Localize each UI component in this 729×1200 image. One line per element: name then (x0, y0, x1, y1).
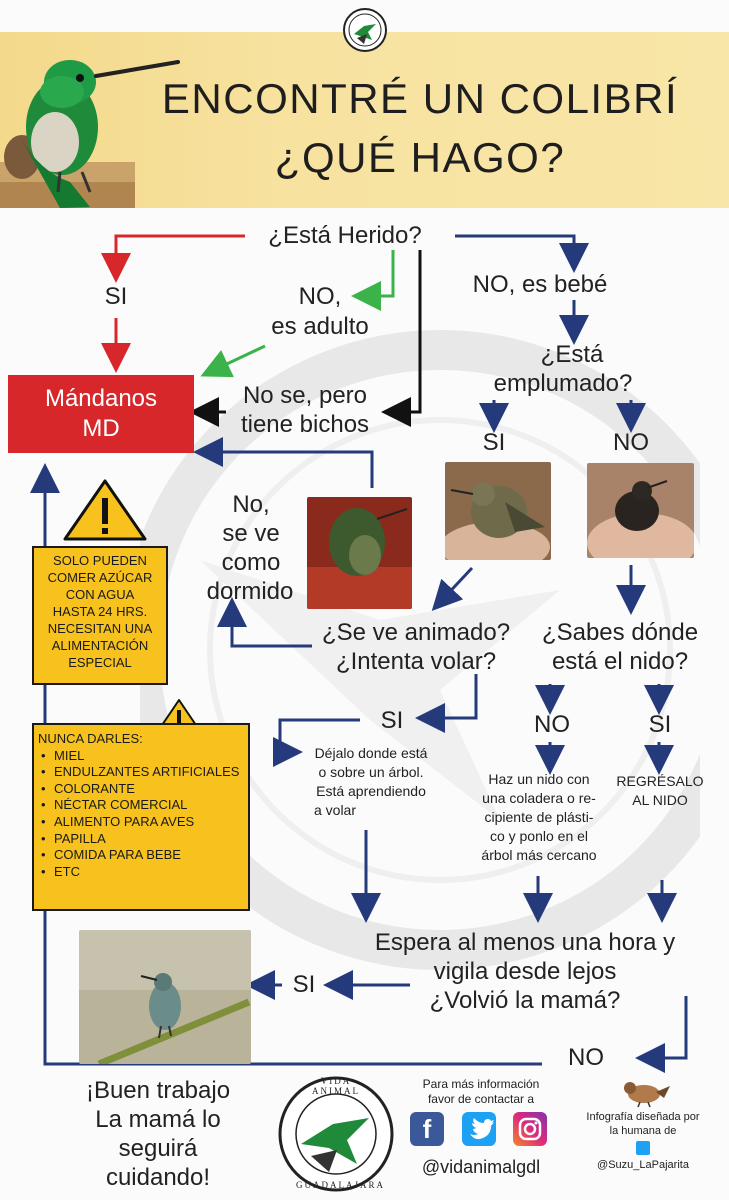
footer-logo-bottom-text: GUADALAJARA (296, 1180, 385, 1190)
warning-box-never-feed (32, 723, 250, 911)
warning1-line: COMER AZÚCAR (47, 570, 153, 585)
question-feathered-2: emplumado? (493, 370, 633, 397)
credit-line-2: la humana de (609, 1125, 677, 1137)
footer-info-1: Para más información (422, 1077, 540, 1091)
list-item: • COLORANTE (38, 781, 248, 798)
label-sleeping-4: dormido (206, 578, 294, 605)
text-make-nest-1: Haz un nido con (488, 771, 590, 787)
label-no-adult-1: NO, (298, 283, 342, 310)
twitter-icon[interactable] (636, 1141, 650, 1155)
send-md-line-2: MD (82, 415, 120, 442)
instagram-icon[interactable] (513, 1112, 547, 1146)
question-nest-1: ¿Sabes dónde (541, 619, 699, 646)
list-item: • ENDULZANTES ARTIFICIALES (38, 764, 248, 781)
warning1-line: ESPECIAL (68, 655, 132, 670)
warning1-line: NECESITAN UNA (47, 621, 153, 636)
text-make-nest-5: árbol más cercano (481, 847, 597, 863)
send-md-line-1: Mándanos (44, 385, 158, 412)
credit-line-1: Infografía diseñada por (586, 1111, 700, 1123)
text-make-nest-2: una coladera o re- (482, 790, 596, 806)
label-sleeping-1: No, (232, 491, 270, 518)
list-item: • MIEL (38, 748, 248, 765)
label-no-adult-2: es adulto (271, 313, 369, 340)
label-mom-no: NO (568, 1044, 604, 1071)
text-return-2: AL NIDO (632, 792, 688, 808)
twitter-icon[interactable] (462, 1112, 496, 1146)
warning1-line: HASTA 24 HRS. (52, 604, 148, 619)
bird-illustration (616, 1074, 672, 1108)
text-return-1: REGRÉSALO (616, 773, 704, 789)
text-good-4: cuidando! (105, 1164, 211, 1191)
warning1-line: SOLO PUEDEN (53, 553, 147, 568)
list-item: • COMIDA PARA BEBE (38, 847, 248, 864)
question-feathered-1: ¿Está (540, 341, 604, 368)
text-make-nest-4: co y ponlo en el (489, 828, 589, 844)
question-active-2: ¿Intenta volar? (335, 648, 497, 675)
facebook-icon[interactable]: f (410, 1112, 444, 1146)
text-wait-2: vigila desde lejos (433, 958, 617, 985)
text-leave-2: o sobre un árbol. (318, 764, 424, 780)
label-sleeping-3: como (221, 549, 281, 576)
list-item: • ALIMENTO PARA AVES (38, 814, 248, 831)
label-no-baby: NO, es bebé (472, 271, 608, 298)
label-mom-si: SI (292, 971, 316, 998)
credit-handle[interactable]: @Suzu_LaPajarita (597, 1159, 689, 1171)
label-active-si: SI (380, 707, 404, 734)
list-item: • PAPILLA (38, 831, 248, 848)
warning2-title: NUNCA DARLES: (38, 731, 143, 746)
question-injured: ¿Está Herido? (268, 222, 422, 249)
never-feed-list (38, 748, 248, 881)
text-wait-3: ¿Volvió la mamá? (429, 987, 621, 1014)
list-item: • ETC (38, 864, 248, 881)
text-good-3: seguirá (118, 1135, 198, 1162)
label-nest-si: SI (648, 711, 672, 738)
question-active-1: ¿Se ve animado? (321, 619, 511, 646)
title-line-2: ¿QUÉ HAGO? (274, 134, 566, 181)
chick-hummingbird-photo (587, 463, 694, 558)
label-yes-injured: SI (104, 283, 128, 310)
footer-logo-top-text: VIDA ANIMAL (312, 1076, 360, 1096)
text-leave-4: a volar (313, 802, 357, 818)
warning-icon (62, 478, 148, 542)
footer-info-2: favor de contactar a (427, 1092, 535, 1106)
warning1-line: CON AGUA (65, 587, 135, 602)
text-good-2: La mamá lo (95, 1106, 221, 1133)
text-make-nest-3: cipiente de plásti- (484, 809, 594, 825)
sleeping-hummingbird-photo (307, 497, 412, 609)
warning-box-sugar (32, 546, 168, 685)
title-line-1: ENCONTRÉ UN COLIBRÍ (161, 75, 679, 122)
text-good-1: ¡Buen trabajo (85, 1077, 231, 1104)
label-dunno-1: No se, pero (242, 382, 368, 409)
label-feathered-si: SI (482, 429, 506, 456)
question-nest-2: está el nido? (551, 648, 689, 675)
label-nest-no: NO (534, 711, 570, 738)
text-leave-3: Está aprendiendo (316, 783, 426, 799)
text-wait-1: Espera al menos una hora y (374, 929, 676, 956)
adult-hummingbird-photo (79, 930, 251, 1064)
footer-handle[interactable]: @vidanimalgdl (421, 1157, 541, 1177)
fledgling-hummingbird-photo (445, 462, 551, 560)
warning1-line: ALIMENTACIÓN (51, 638, 149, 653)
send-md-box (8, 375, 194, 453)
label-dunno-2: tiene bichos (240, 411, 370, 438)
label-feathered-no: NO (613, 429, 649, 456)
list-item: • NÉCTAR COMERCIAL (38, 797, 248, 814)
text-leave-1: Déjalo donde está (314, 745, 428, 761)
label-sleeping-2: se ve (222, 520, 280, 547)
